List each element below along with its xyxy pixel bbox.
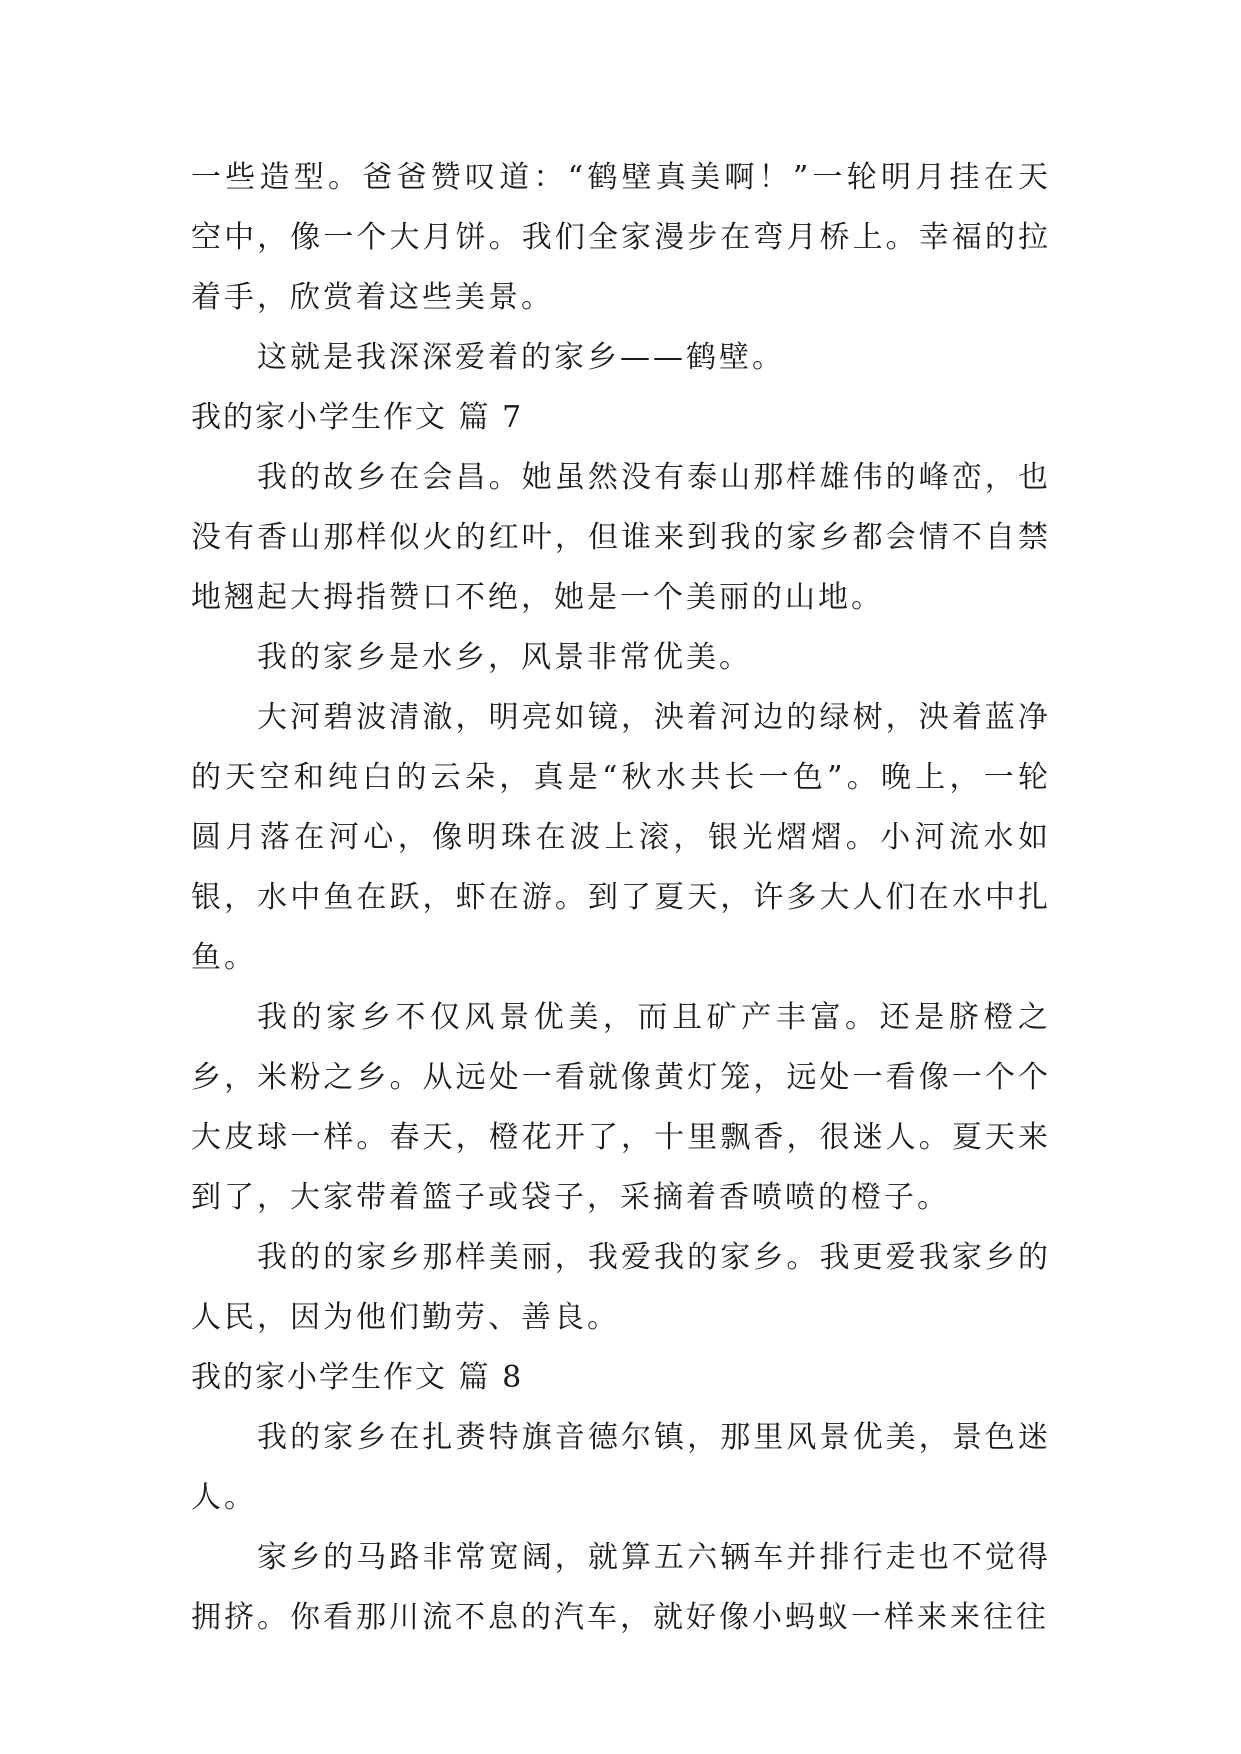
paragraph: 大河碧波清澈，明亮如镜，泱着河边的绿树，泱着蓝净的天空和纯白的云朵，真是“秋水共长一色”。晚上，一轮圆月落在河心，像明珠在波上滚，银光熠熠。小河流水如银，水中鱼在跃，虾在游。到了夏天，许多大人们在水中扎鱼。 <box>191 700 1051 975</box>
document-body <box>191 148 1051 1648</box>
paragraph: 家乡的马路非常宽阔，就算五六辆车并排行走也不觉得拥挤。你看那川流不息的汽车，就好像小蚂蚁一样来来往往 <box>191 1540 1051 1635</box>
paragraph: 我的的家乡那样美丽，我爱我的家乡。我更爱我家乡的人民，因为他们勤劳、善良。 <box>191 1240 1051 1335</box>
paragraph: 我的故乡在会昌。她虽然没有泰山那样雄伟的峰峦，也没有香山那样似火的红叶，但谁来到我的家乡都会情不自禁地翘起大拇指赞口不绝，她是一个美丽的山地。 <box>191 460 1051 615</box>
paragraph: 这就是我深深爱着的家乡——鹤壁。 <box>257 340 785 375</box>
paragraph: 我的家乡不仅风景优美，而且矿产丰富。还是脐橙之乡，米粉之乡。从远处一看就像黄灯笼，远处一看像一个个大皮球一样。春天，橙花开了，十里飘香，很迷人。夏天来到了，大家带着篮子或袋子，采摘着香喷喷的橙子。 <box>191 1000 1051 1215</box>
section-heading: 我的家小学生作文 篇 7 <box>191 400 524 435</box>
paragraph: 我的家乡是水乡，风景非常优美。 <box>257 640 752 675</box>
paragraph: 一些造型。爸爸赞叹道：“鹤壁真美啊！”一轮明月挂在天空中，像一个大月饼。我们全家漫步在弯月桥上。幸福的拉着手，欣赏着这些美景。 <box>191 160 1051 315</box>
paragraph: 我的家乡在扎赉特旗音德尔镇，那里风景优美，景色迷人。 <box>191 1420 1051 1515</box>
section-heading: 我的家小学生作文 篇 8 <box>191 1360 524 1395</box>
